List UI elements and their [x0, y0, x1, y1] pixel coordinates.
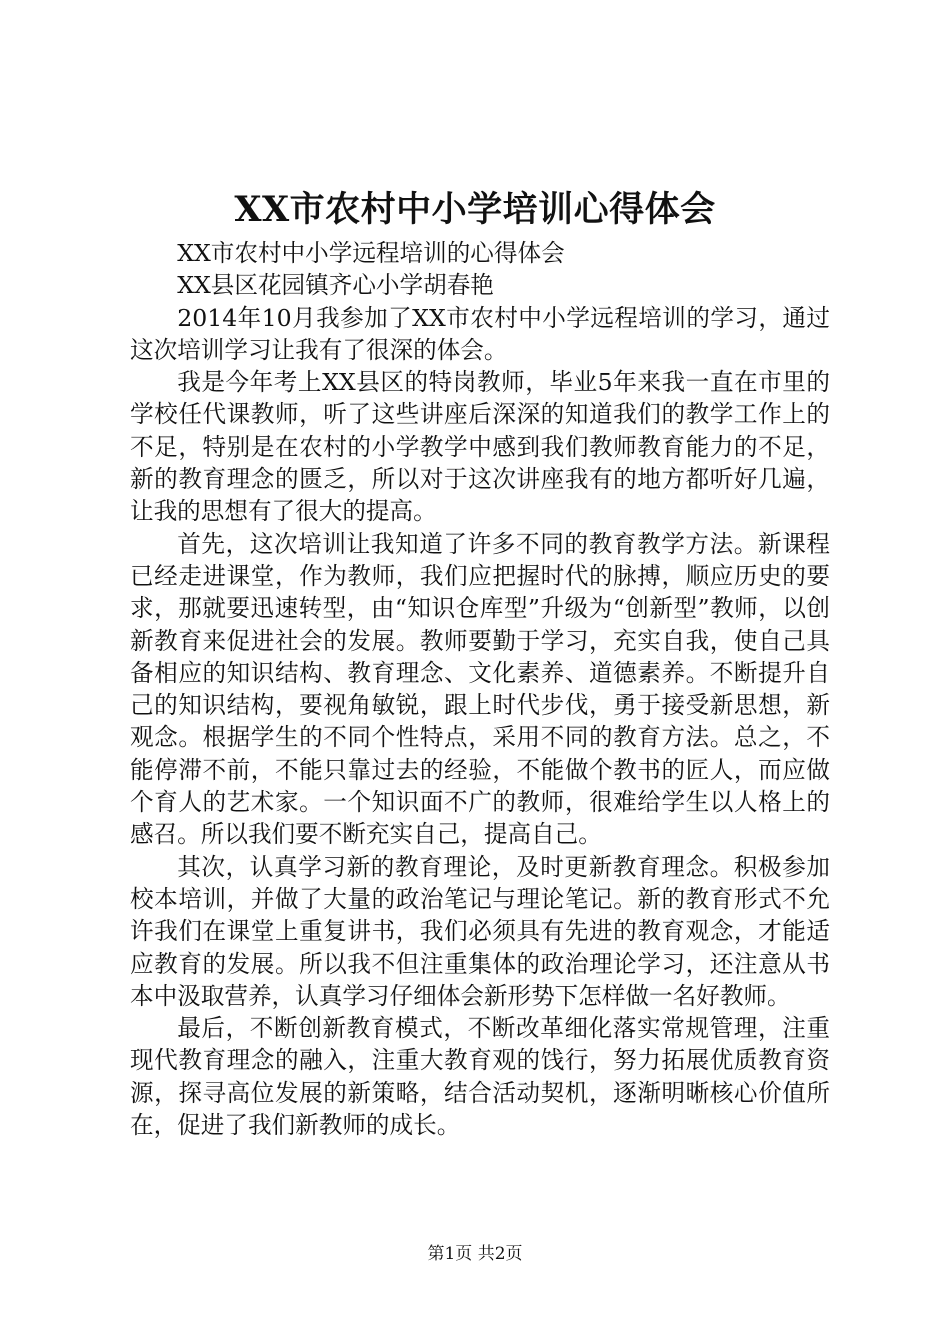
document-body [130, 237, 830, 1141]
paragraph-first: 首先，这次培训让我知道了许多不同的教育教学方法。新课程已经走进课堂，作为教师，我们应把握时代的脉搏，顺应历史的要求，那就要迅速转型，由“知识仓库型”升级为“创新型”教师，以创新教育来促进社会的发展。教师要勤于学习，充实自我，使自己具备相应的知识结构、教育理念、文化素养、道德素养。不断提升自己的知识结构，要视角敏锐，跟上时代步伐，勇于接受新思想，新观念。根据学生的不同个性特点，采用不同的教育方法。总之，不能停滞不前，不能只靠过去的经验，不能做个教书的匠人，而应做个育人的艺术家。一个知识面不广的教师，很难给学生以人格上的感召。所以我们要不断充实自己，提高自己。 [130, 529, 830, 849]
paragraph-intro: 2014年10月我参加了XX市农村中小学远程培训的学习，通过这次培训学习让我有了很深的体会。 [130, 303, 830, 364]
paragraph-second: 其次，认真学习新的教育理论，及时更新教育理念。积极参加校本培训，并做了大量的政治笔记与理论笔记。新的教育形式不允许我们在课堂上重复讲书，我们必须具有先进的教育观念，才能适应教育的发展。所以我不但注重集体的政治理论学习，还注意从书本中汲取营养，认真学习仔细体会新形势下怎样做一名好教师。 [130, 852, 830, 1010]
page-number-footer: 第1页 共2页 [427, 1244, 523, 1264]
document-title: XX市农村中小学培训心得体会 [234, 189, 716, 230]
paragraph-last: 最后，不断创新教育模式，不断改革细化落实常规管理，注重现代教育理念的融入，注重大教育观的饯行，努力拓展优质教育资源，探寻高位发展的新策略，结合活动契机，逐渐明晰核心价值所在，促进了我们新教师的成长。 [130, 1014, 830, 1140]
paragraph-background: 我是今年考上XX县区的特岗教师，毕业5年来我一直在市里的学校任代课教师，听了这些讲座后深深的知道我们的教学工作上的不足，特别是在农村的小学教学中感到我们教师教育能力的不足，新的教育理念的匮乏，所以对于这次讲座我有的地方都听好几遍，让我的思想有了很大的提高。 [130, 368, 830, 526]
paragraph-author: XX县区花园镇齐心小学胡春艳 [177, 271, 494, 300]
paragraph-subtitle: XX市农村中小学远程培训的心得体会 [177, 239, 565, 267]
